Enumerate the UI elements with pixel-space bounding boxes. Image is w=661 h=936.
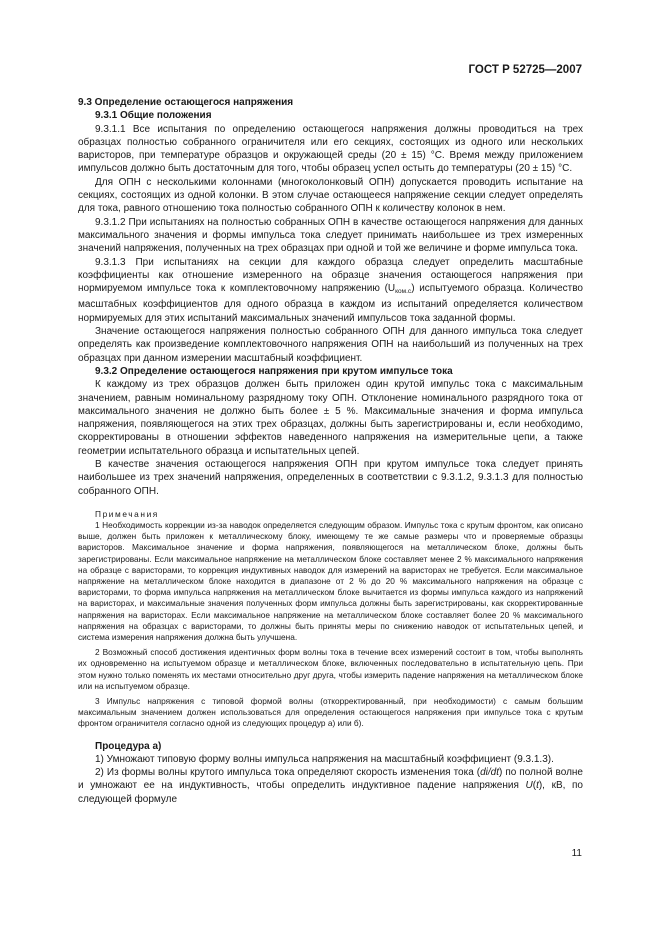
- note-1: 1 Необходимость коррекции из-за наводок определяется следующим образом. Импульс тока с крутым фронтом, как описано выше, должен быть приложен к металлическому блоку, имеющему те же самые размеры что и проверяемые образцы варисторов. Максимальное значение и форма напряжения, появляющегося на металлическом блоке, должны быть зарегистрированы. Если максимальное напряжение на металлическом блоке составляет менее 2 % максимального напряжения на образце с варисторами, то коррекция индуктивных наводок для измерений на варисторах не требуется. Если максимальное напряжение на металлическом блоке находится в диапазоне от 2 % до 20 % максимального напряжения на образце с варисторами, то форма импульса напряжения на металлическом блоке вычитается из формы импульса каждого из напряжений на варисторах, и максимальные значения полученных форм импульса должны быть зарегистрированы, как скорректированные напряжения на варисторах. Если максимальное напряжение на металлическом блоке составляет более 20 % максимального напряжения на образцах с варисторами, то должны быть приняты меры по снижению наводок от испытательных цепей, и система измерения напряжения должна быть улучшена.: [78, 519, 583, 642]
- paragraph-multicolumn: Для ОПН с несколькими колоннами (многоколонковый ОПН) допускается проводить испытание на секциях, состоящих из одной колонки. В этом случае остающееся напряжение секции следует определять для тока, равного отношению тока полностью собранного ОПН к количеству колонок в нем.: [78, 176, 583, 215]
- u-symbol: U: [525, 780, 533, 792]
- paragraph-932-first: К каждому из трех образцов должен быть приложен один крутой импульс тока с максимальным значением, равным номинальному разрядному току ОПН. Отклонение номинального разрядного тока от максимального значения не должно быть более ± 5 %. Максимальные значения и форма импульса напряжения, появляющегося на этих трех образцах, должны быть зарегистрированы и, если необходимо, скорректированы в отношении эффектов наведенного напряжения на измерительные цепи, а также геометрии испытательного образца и испытательных цепей.: [78, 379, 583, 457]
- paragraph-9313-part-b: ) испытуемого образца. Количество масштабных коэффициентов для одного образца в каждом из испытаний определяется количеством нормируемых для этих испытаний максимальных значений импульсов тока заданной формы.: [78, 283, 583, 324]
- subsection-title-932: 9.3.2 Определение остающегося напряжения при крутом импульсе тока: [95, 365, 453, 377]
- notes-title: Примечания: [95, 508, 159, 519]
- t-symbol: t: [536, 780, 539, 792]
- procedure-step-2: [78, 766, 583, 806]
- paragraph-9313-part-a: 9.3.1.3 При испытаниях на секции для каждого образца следует определить масштабные коэффициенты как отношение измеренного на образце значения остающегося напряжения при нормируемом импульсе тока к комплектовочному напряжению (U: [78, 256, 583, 295]
- didt-symbol: di/dt: [480, 767, 499, 779]
- paragraph-9313: [78, 256, 583, 325]
- procedure-a-title: Процедура а): [95, 740, 162, 752]
- step-2-part-b: ) по полной волне и умножают ее на индуктивность, чтобы определить индуктивное падение напряжения: [78, 767, 583, 792]
- subsection-title-931: 9.3.1 Общие положения: [95, 110, 212, 122]
- step-2-part-c: (: [532, 780, 537, 792]
- paragraph-9312: 9.3.1.2 При испытаниях на полностью собранных ОПН в качестве остающегося напряжения для данных максимального значения и формы импульса тока следует принимать наибольшее из трех измеренных значений напряжения, полученных на трех образцах при одной и той же величине и форме импульса тока.: [78, 216, 583, 255]
- note-3: 3 Импульс напряжения с типовой формой волны (откорректированный, при необходимости) с самым большим максимальным значением должен использоваться для определения остающегося напряжения при импульсе тока с крутым фронтом ограничителя согласно одной из следующих процедур а) или б).: [78, 695, 583, 729]
- procedure-step-1: 1) Умножают типовую форму волны импульса напряжения на масштабный коэффициент (9.3.1.3).: [95, 753, 554, 765]
- page-body: [78, 96, 583, 806]
- step-2-part-a: 2) Из формы волны крутого импульса тока определяют скорость изменения тока (: [95, 767, 481, 779]
- note-2: 2 Возможный способ достижения идентичных форм волны тока в течение всех измерений состоит в том, чтобы выполнять их одновременно на испытуемом образце и металлическом блоке, включенных последовательно в испытательную цепь. При этом нужно только поменять их местами относительно друг друга, чтобы измерить падение напряжения на металлическом блоке или на испытуемом образце.: [78, 647, 583, 691]
- paragraph-9311: 9.3.1.1 Все испытания по определению остающегося напряжения должны проводиться на трех образцах полностью собранного ограничителя или его секциях, состоящих из одного или нескольких варисторов, при температуре образцов и окружающей среды (20 ± 15) °С. Время между приложением импульсов должно быть достаточным для того, чтобы образец успел остыть до температуры (20 ± 15) °С.: [78, 123, 583, 175]
- subscript-kom-s: ком.с: [395, 288, 412, 296]
- paragraph-value: Значение остающегося напряжения полностью собранного ОПН для данного импульса тока следует определять как произведение комплектовочного напряжения ОПН на наибольший из полученных на трех образцах при данном измерении масштабный коэффициент.: [78, 326, 583, 364]
- paragraph-932-second: В качестве значения остающегося напряжения ОПН при крутом импульсе тока следует принять наибольшее из трех значений напряжения, определенных в соответствии с 9.3.1.2, 9.3.1.3 для полностью собранного ОПН.: [78, 459, 583, 497]
- standard-designation: ГОСТ Р 52725—2007: [468, 64, 582, 76]
- step-2-part-d: ), кВ, по следующей формуле: [78, 780, 583, 805]
- page-number: 11: [571, 848, 582, 859]
- section-title: 9.3 Определение остающегося напряжения: [78, 97, 294, 108]
